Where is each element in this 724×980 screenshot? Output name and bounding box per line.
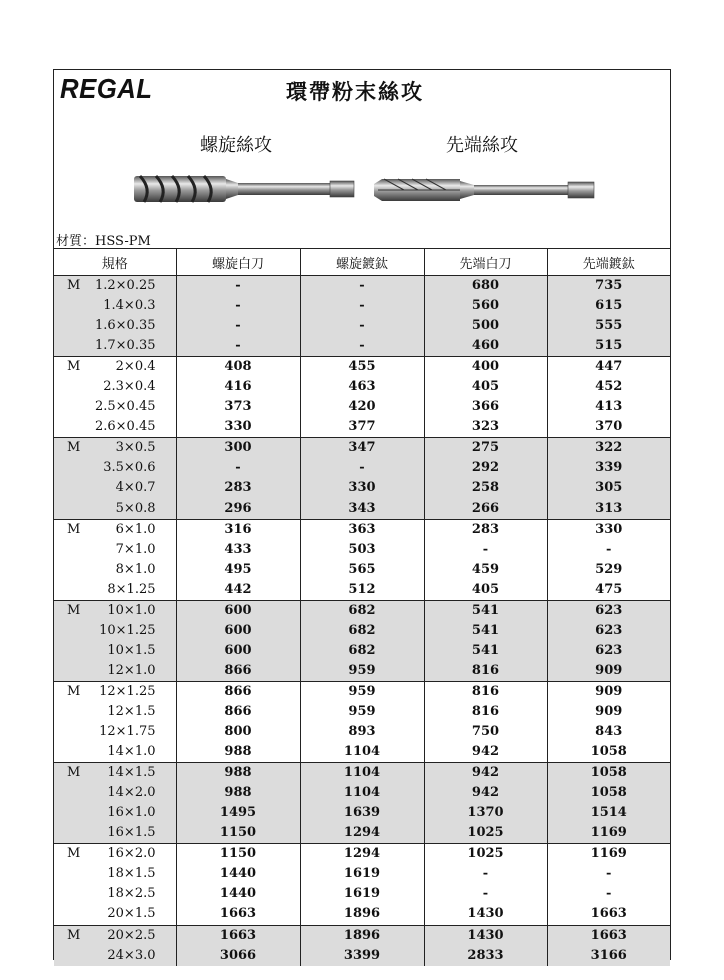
point-plain-price: 292 (424, 458, 547, 478)
point-coated-price: 313 (547, 499, 670, 520)
size-cell (54, 519, 176, 540)
point-coated-price: 1058 (547, 783, 670, 803)
spiral-plain-price: 296 (176, 499, 300, 520)
size-cell (54, 641, 176, 661)
spiral-coated-price: 1294 (300, 844, 424, 865)
metric-prefix: M (67, 278, 81, 293)
table-body (54, 276, 670, 966)
table-row (54, 560, 670, 580)
size-value: 2.5×0.45 (94, 399, 156, 415)
size-value: 1.2×0.25 (94, 278, 156, 293)
size-cell (54, 621, 176, 641)
spiral-plain-price: 600 (176, 621, 300, 641)
table-row (54, 397, 670, 417)
spiral-plain-price: 1440 (176, 884, 300, 904)
spiral-coated-price: 1619 (300, 864, 424, 884)
point-coated-price: 843 (547, 722, 670, 742)
spiral-plain-price: - (176, 316, 300, 336)
size-cell (54, 702, 176, 722)
size-value: 2.6×0.45 (94, 419, 156, 435)
spiral-plain-price: 300 (176, 438, 300, 459)
table-row (54, 276, 670, 297)
point-coated-price: 322 (547, 438, 670, 459)
size-value: 16×1.0 (107, 805, 156, 821)
size-value: 12×1.5 (107, 703, 156, 719)
size-value: 7×1.0 (115, 541, 156, 557)
point-coated-price: 330 (547, 519, 670, 540)
size-cell (54, 904, 176, 925)
spiral-coated-price: 3399 (300, 946, 424, 966)
point-coated-price: 339 (547, 458, 670, 478)
size-value: 14×2.0 (107, 785, 156, 801)
size-value: 18×1.5 (107, 866, 156, 882)
size-cell (54, 580, 176, 601)
size-cell (54, 681, 176, 702)
size-value: 20×2.5 (107, 927, 156, 943)
header-spiral-coated: 螺旋鍍鈦 (300, 249, 424, 276)
table-row (54, 519, 670, 540)
size-value: 20×1.5 (107, 906, 156, 922)
point-plain-price: 366 (424, 397, 547, 417)
point-plain-price: 275 (424, 438, 547, 459)
size-value: 4×0.7 (115, 480, 156, 496)
point-plain-price: 816 (424, 702, 547, 722)
table-row (54, 478, 670, 498)
point-plain-price: 560 (424, 296, 547, 316)
size-cell (54, 336, 176, 357)
size-cell (54, 357, 176, 378)
spiral-plain-price: 1663 (176, 925, 300, 946)
point-coated-price: 452 (547, 377, 670, 397)
point-coated-price: - (547, 864, 670, 884)
table-row (54, 742, 670, 763)
point-plain-price: 1370 (424, 803, 547, 823)
size-value: 10×1.5 (107, 642, 156, 658)
point-plain-price: 460 (424, 336, 547, 357)
size-cell (54, 600, 176, 621)
table-row (54, 681, 670, 702)
table-row (54, 296, 670, 316)
header-spiral-plain: 螺旋白刀 (176, 249, 300, 276)
spiral-coated-price: - (300, 336, 424, 357)
header-size: 規格 (54, 249, 176, 276)
point-coated-price: 1514 (547, 803, 670, 823)
spiral-coated-price: 682 (300, 641, 424, 661)
spiral-plain-price: 866 (176, 681, 300, 702)
spiral-plain-price: 373 (176, 397, 300, 417)
spiral-plain-price: - (176, 296, 300, 316)
size-cell (54, 946, 176, 966)
metric-prefix: M (67, 765, 81, 781)
point-coated-price: - (547, 884, 670, 904)
table-row (54, 946, 670, 966)
point-coated-price: 1663 (547, 904, 670, 925)
size-cell (54, 803, 176, 823)
point-tap-icon (374, 176, 596, 204)
table-row (54, 925, 670, 946)
point-plain-price: 1025 (424, 823, 547, 844)
point-coated-price: 1169 (547, 823, 670, 844)
spiral-plain-price: - (176, 276, 300, 297)
table-row (54, 884, 670, 904)
table-row (54, 540, 670, 560)
spiral-coated-price: 893 (300, 722, 424, 742)
size-cell (54, 560, 176, 580)
size-value: 24×3.0 (107, 947, 156, 963)
table-header-row (54, 249, 670, 276)
spiral-tap-caption: 螺旋絲攻 (200, 135, 272, 156)
size-cell (54, 438, 176, 459)
point-plain-price: 400 (424, 357, 547, 378)
point-coated-price: 529 (547, 560, 670, 580)
point-coated-price: 909 (547, 702, 670, 722)
table-row (54, 580, 670, 601)
point-plain-price: 816 (424, 681, 547, 702)
size-cell (54, 316, 176, 336)
size-value: 5×0.8 (115, 500, 156, 516)
size-cell (54, 661, 176, 682)
size-value: 6×1.0 (115, 521, 156, 537)
spiral-plain-price: 442 (176, 580, 300, 601)
spiral-plain-price: 1495 (176, 803, 300, 823)
spiral-plain-price: 1150 (176, 823, 300, 844)
point-coated-price: - (547, 540, 670, 560)
table-row (54, 844, 670, 865)
size-cell (54, 397, 176, 417)
spiral-coated-price: 959 (300, 661, 424, 682)
point-coated-price: 447 (547, 357, 670, 378)
point-plain-price: 323 (424, 417, 547, 438)
point-plain-price: - (424, 884, 547, 904)
point-plain-price: 750 (424, 722, 547, 742)
size-cell (54, 763, 176, 784)
point-coated-price: 615 (547, 296, 670, 316)
spiral-plain-price: 3066 (176, 946, 300, 966)
spiral-plain-price: 600 (176, 641, 300, 661)
table-row (54, 336, 670, 357)
spiral-coated-price: - (300, 458, 424, 478)
size-cell (54, 722, 176, 742)
point-plain-price: 942 (424, 742, 547, 763)
table-row (54, 803, 670, 823)
table-row (54, 661, 670, 682)
point-tap-caption: 先端絲攻 (446, 135, 518, 156)
spiral-plain-price: 283 (176, 478, 300, 498)
spiral-plain-price: 1150 (176, 844, 300, 865)
point-coated-price: 475 (547, 580, 670, 601)
spiral-coated-price: 1896 (300, 925, 424, 946)
point-plain-price: - (424, 864, 547, 884)
size-value: 16×2.0 (107, 846, 156, 862)
spiral-coated-price: - (300, 316, 424, 336)
spiral-coated-price: 420 (300, 397, 424, 417)
header-point-coated: 先端鍍鈦 (547, 249, 670, 276)
point-plain-price: 680 (424, 276, 547, 297)
size-cell (54, 864, 176, 884)
size-cell (54, 540, 176, 560)
point-plain-price: 283 (424, 519, 547, 540)
size-cell (54, 742, 176, 763)
table-row (54, 417, 670, 438)
spiral-plain-price: 316 (176, 519, 300, 540)
spiral-plain-price: 1440 (176, 864, 300, 884)
metric-prefix: M (67, 846, 81, 862)
size-value: 12×1.0 (107, 662, 156, 678)
spiral-plain-price: 416 (176, 377, 300, 397)
size-value: 8×1.0 (115, 561, 156, 577)
point-coated-price: 1663 (547, 925, 670, 946)
metric-prefix: M (67, 927, 81, 943)
point-coated-price: 735 (547, 276, 670, 297)
point-plain-price: - (424, 540, 547, 560)
metric-prefix: M (67, 440, 81, 456)
table-row (54, 438, 670, 459)
point-coated-price: 1058 (547, 763, 670, 784)
spiral-plain-price: - (176, 458, 300, 478)
size-value: 2×0.4 (115, 359, 156, 375)
spiral-coated-price: 330 (300, 478, 424, 498)
point-plain-price: 405 (424, 580, 547, 601)
spiral-plain-price: 495 (176, 560, 300, 580)
point-plain-price: 500 (424, 316, 547, 336)
table-row (54, 600, 670, 621)
spiral-coated-price: - (300, 276, 424, 297)
point-coated-price: 623 (547, 641, 670, 661)
material-label: 材質：HSS-PM (56, 234, 151, 249)
spiral-coated-price: 347 (300, 438, 424, 459)
point-plain-price: 459 (424, 560, 547, 580)
size-value: 1.7×0.35 (94, 338, 156, 354)
spiral-plain-price: 600 (176, 600, 300, 621)
spiral-plain-price: 1663 (176, 904, 300, 925)
size-cell (54, 499, 176, 520)
point-coated-price: 305 (547, 478, 670, 498)
size-value: 16×1.5 (107, 825, 156, 841)
spiral-plain-price: 408 (176, 357, 300, 378)
size-value: 14×1.5 (107, 765, 156, 781)
spiral-plain-price: 866 (176, 702, 300, 722)
spiral-coated-price: 682 (300, 600, 424, 621)
metric-prefix: M (67, 521, 81, 537)
point-coated-price: 413 (547, 397, 670, 417)
table-row (54, 722, 670, 742)
point-coated-price: 909 (547, 661, 670, 682)
spiral-coated-price: 343 (300, 499, 424, 520)
point-coated-price: 909 (547, 681, 670, 702)
spiral-plain-price: 866 (176, 661, 300, 682)
spiral-coated-price: 455 (300, 357, 424, 378)
table-row (54, 823, 670, 844)
size-value: 1.6×0.35 (94, 318, 156, 334)
spiral-coated-price: 363 (300, 519, 424, 540)
point-coated-price: 370 (547, 417, 670, 438)
table-row (54, 458, 670, 478)
size-value: 2.3×0.4 (103, 379, 156, 395)
metric-prefix: M (67, 359, 81, 375)
header-point-plain: 先端白刀 (424, 249, 547, 276)
size-value: 3×0.5 (115, 440, 156, 456)
table-row (54, 357, 670, 378)
size-value: 8×1.25 (107, 581, 156, 597)
point-coated-price: 1169 (547, 844, 670, 865)
size-cell (54, 844, 176, 865)
point-coated-price: 3166 (547, 946, 670, 966)
size-value: 1.4×0.3 (103, 298, 156, 314)
point-coated-price: 555 (547, 316, 670, 336)
size-cell (54, 925, 176, 946)
spiral-coated-price: 512 (300, 580, 424, 601)
size-cell (54, 417, 176, 438)
spiral-coated-price: 959 (300, 681, 424, 702)
spiral-coated-price: 503 (300, 540, 424, 560)
spiral-coated-price: 463 (300, 377, 424, 397)
spiral-coated-price: 1896 (300, 904, 424, 925)
metric-prefix: M (67, 602, 81, 618)
point-plain-price: 541 (424, 641, 547, 661)
point-plain-price: 1430 (424, 925, 547, 946)
size-value: 10×1.0 (107, 602, 156, 618)
spiral-plain-price: 988 (176, 742, 300, 763)
spiral-coated-price: 1619 (300, 884, 424, 904)
spiral-plain-price: 988 (176, 763, 300, 784)
spiral-coated-price: 959 (300, 702, 424, 722)
table-row (54, 702, 670, 722)
size-cell (54, 377, 176, 397)
size-value: 12×1.25 (99, 683, 156, 699)
size-cell (54, 296, 176, 316)
table-row (54, 904, 670, 925)
point-coated-price: 515 (547, 336, 670, 357)
point-plain-price: 541 (424, 600, 547, 621)
size-value: 3.5×0.6 (103, 460, 156, 476)
price-table (54, 248, 670, 966)
spiral-coated-price: 565 (300, 560, 424, 580)
point-coated-price: 1058 (547, 742, 670, 763)
point-plain-price: 1025 (424, 844, 547, 865)
table-row (54, 641, 670, 661)
spiral-plain-price: 330 (176, 417, 300, 438)
point-plain-price: 405 (424, 377, 547, 397)
size-cell (54, 478, 176, 498)
size-cell (54, 458, 176, 478)
spiral-plain-price: 433 (176, 540, 300, 560)
catalog-sheet (53, 69, 671, 963)
size-cell (54, 276, 176, 297)
size-cell (54, 823, 176, 844)
point-plain-price: 266 (424, 499, 547, 520)
point-plain-price: 942 (424, 783, 547, 803)
spiral-coated-price: - (300, 296, 424, 316)
point-coated-price: 623 (547, 600, 670, 621)
spiral-coated-price: 377 (300, 417, 424, 438)
size-value: 10×1.25 (99, 622, 156, 638)
point-plain-price: 942 (424, 763, 547, 784)
point-plain-price: 541 (424, 621, 547, 641)
table-row (54, 783, 670, 803)
table-row (54, 621, 670, 641)
size-cell (54, 783, 176, 803)
point-plain-price: 816 (424, 661, 547, 682)
spiral-tap-icon (134, 173, 356, 205)
brand-logo: REGAL (60, 73, 153, 104)
size-value: 12×1.75 (99, 724, 156, 740)
spiral-coated-price: 1104 (300, 783, 424, 803)
spiral-coated-price: 682 (300, 621, 424, 641)
table-row (54, 316, 670, 336)
spiral-coated-price: 1294 (300, 823, 424, 844)
point-plain-price: 258 (424, 478, 547, 498)
spiral-plain-price: 800 (176, 722, 300, 742)
page-title: 環帶粉末絲攻 (286, 80, 424, 104)
size-value: 14×1.0 (107, 744, 156, 760)
size-value: 18×2.5 (107, 886, 156, 902)
point-coated-price: 623 (547, 621, 670, 641)
table-row (54, 864, 670, 884)
spiral-plain-price: 988 (176, 783, 300, 803)
spiral-plain-price: - (176, 336, 300, 357)
table-row (54, 377, 670, 397)
metric-prefix: M (67, 683, 81, 699)
spiral-coated-price: 1639 (300, 803, 424, 823)
point-plain-price: 2833 (424, 946, 547, 966)
table-row (54, 499, 670, 520)
spiral-coated-price: 1104 (300, 742, 424, 763)
table-row (54, 763, 670, 784)
size-cell (54, 884, 176, 904)
point-plain-price: 1430 (424, 904, 547, 925)
spiral-coated-price: 1104 (300, 763, 424, 784)
